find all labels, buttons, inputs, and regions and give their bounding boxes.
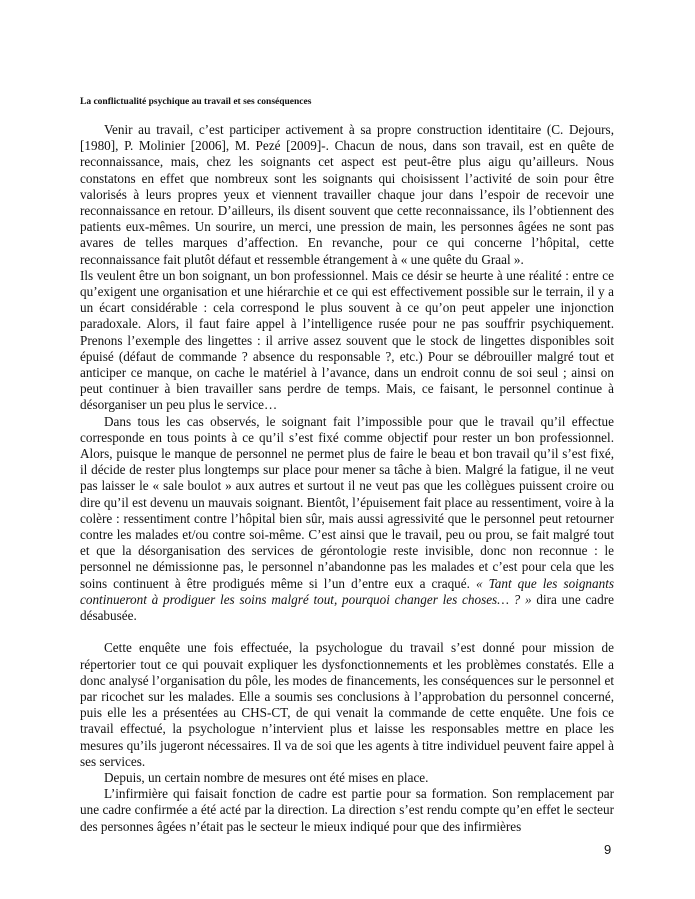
page-number: 9 <box>604 842 612 857</box>
paragraph-survey-outcome: Cette enquête une fois effectuée, la psychologue du travail s’est donné pour mission de répertorier tout ce qui pouvait expliquer les dysfonctionnements et les problèmes constatés. Elle a donc analysé l’organisation du pôle, les modes de financements, les conséquences sur le personnel et par ricochet sur les malades. Elle a soumis ses conclusions à l’approbation du personnel concerné, puis elle les a présentées au CHS-CT, de qui venait la commande de cette enquête. Une fois ce travail effectué, la psychologue n’intervient plus et laisse les responsables mettre en place les mesures qu’ils jugeront nécessaires. Il va de soi que les agents à titre individuel peuvent faire appel à ses services. <box>80 640 614 769</box>
paragraph-nurse-replacement: L’infirmière qui faisait fonction de cadre est partie pour sa formation. Son remplacement par une cadre confirmée a été acté par la direction. La direction s’est rendu compte qu’en effet le secteur des personnes âgées n’était pas le secteur le mieux indiqué pour que des infirmières <box>80 786 614 834</box>
paragraph-identity-construction: Venir au travail, c’est participer activement à sa propre construction identitaire (C. Dejours, [1980], P. Molinier [2006], M. Pezé [2009]-. Chacun de nous, dans son travail, est en quête de reconnaissance, mais, chez les soignants cet aspect est peut-être plus aigu qu’ailleurs. Nous constatons en effet que nombreux sont les soignants qui choisissent l’activité de soin pour être valorisés à leurs propres yeux et viennent travailler chaque jour dans l’espoir de recevoir une reconnaissance en retour. D’ailleurs, ils disent souvent que cette reconnaissance, ils l’obtiennent des patients eux-mêmes. Un sourire, un merci, une pression de main, les personnes âgées ne sont pas avares de telles marques d’affection. En revanche, pour ce qui concerne l’hôpital, cette reconnaissance fait plutôt défaut et ressemble étrangement à « une quête du Graal ». <box>80 122 614 267</box>
body-text <box>80 122 614 835</box>
paragraph-observed-cases-text: Dans tous les cas observés, le soignant fait l’impossible pour que le travail qu’il effectue corresponde en tous points à ce qu’il s’est fixé comme objectif pour rester un bon professionnel. Alors, puisque le manque de personnel ne permet plus de faire le beau et bon travail qu’il s’est fixé, il décide de rester plus longtemps sur place pour mener sa tâche à bien. Malgré la fatigue, il ne veut pas laisser le « sale boulot » aux autres et surtout il ne veut pas que les collègues puissent croire ou dire qu’il est devenu un mauvais soignant. Bientôt, l’épuisement fait place au ressentiment, voire à la colère : ressentiment contre l’hôpital bien sûr, mais aussi agressivité que le personnel peut retourner contre les malades et/ou contre soi-même. C’est ainsi que le travail, peu ou prou, se fait malgré tout et que la désorganisation des services de gérontologie reste invisible, donc non reconnue : le personnel ne démissionne pas, le personnel n’abandonne pas les malades et c’est pour cela que les soins continuent à être prodigués même si l’un d’entre eux a craqué. <box>80 413 614 591</box>
paragraph-observed-cases <box>80 414 614 625</box>
manager-quote-suffix: dira une cadre désabusée. <box>80 591 614 624</box>
paragraph-measures: Depuis, un certain nombre de mesures ont été mises en place. <box>104 769 429 785</box>
manager-quote: « Tant que les soignants continueront à prodiguer les soins malgré tout, pourquoi changer les choses… ? » <box>80 575 615 607</box>
section-heading: La conflictualité psychique au travail et ses conséquences <box>80 97 312 107</box>
paragraph-good-caregiver: Ils veulent être un bon soignant, un bon professionnel. Mais ce désir se heurte à une réalité : entre ce qu’exigent une organisation et une hiérarchie et ce qui est effectivement possible sur le terrain, il y a un écart considérable : cela correspond le plus souvent à ce qu’on peut appeler une injonction paradoxale. Alors, il faut faire appel à l’intelligence rusée pour ne pas souffrir psychiquement. Prenons l’exemple des lingettes : il arrive assez souvent que le stock de lingettes disponibles soit épuisé (défaut de commande ? absence du responsable ?, etc.) Pour se débrouiller malgré tout et anticiper ce manque, on cache le matériel à l’avance, dans un endroit connu de soi seul ; ainsi on peut continuer à bien travailler sans perdre de temps. Mais, ce faisant, le personnel continue à désorganiser un peu plus le service… <box>80 267 614 413</box>
